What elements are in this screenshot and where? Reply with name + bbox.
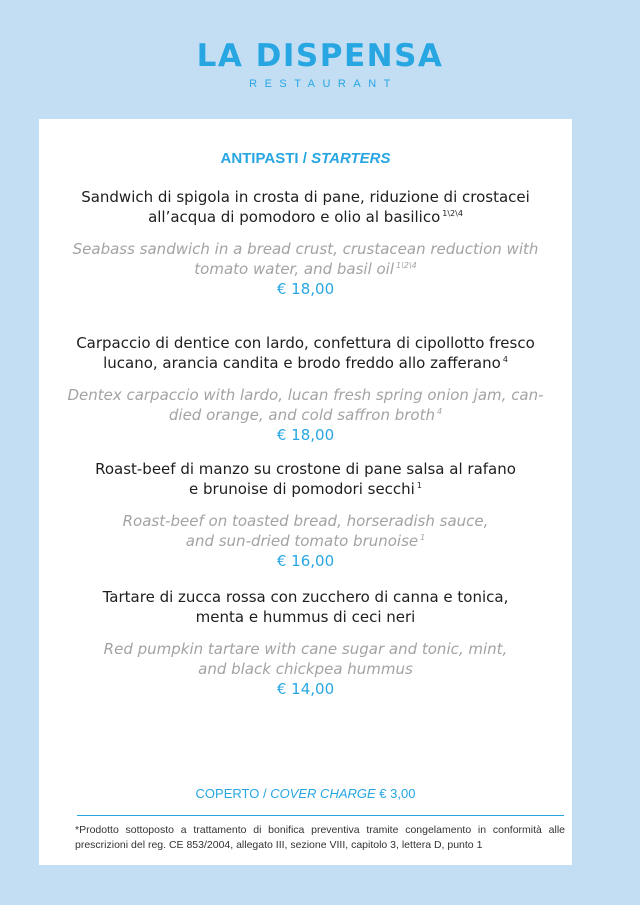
item-italian-description: Roast-beef di manzo su crostone di pane salsa al rafano e brunoise di pomodori secchi $^1$: [95, 460, 516, 498]
section-title-it: ANTIPASTI: [220, 150, 299, 167]
section-title: [39, 150, 572, 167]
cover-separator: /: [259, 786, 271, 801]
item-english-description: Red pumpkin tartare with cane sugar and tonic, mint, and black chickpea hummus: [103, 640, 508, 678]
item-price: € 16,00: [276, 552, 335, 570]
item-price: € 14,00: [276, 680, 335, 698]
item-price: € 18,00: [276, 426, 335, 444]
menu-item: [39, 187, 572, 299]
allergen-codes: 1\2\4: [442, 209, 463, 218]
allergen-codes: 1\2\4: [396, 261, 417, 270]
menu-item: [39, 333, 572, 445]
menu-card: [39, 119, 572, 865]
allergen-codes: 1: [416, 481, 422, 490]
restaurant-logo: [0, 38, 640, 90]
item-english-description: Dentex carpaccio with lardo, lucan fresh spring onion jam, can- died orange, and cold saffron broth $^4$: [67, 386, 544, 424]
section-title-separator: /: [298, 150, 312, 167]
cover-price: € 3,00: [375, 786, 416, 801]
cover-label-it: COPERTO: [195, 786, 260, 801]
cover-label-en: COVER CHARGE: [270, 786, 376, 801]
menu-item: [39, 459, 572, 571]
allergen-codes: 4: [437, 407, 443, 416]
cover-charge: [39, 786, 572, 801]
section-title-en: STARTERS: [311, 150, 391, 167]
brand-name: LA DISPENSA: [196, 38, 444, 74]
brand-subtitle: RESTAURANT: [249, 78, 398, 90]
item-italian-description: Tartare di zucca rossa con zucchero di canna e tonica, menta e hummus di ceci neri: [102, 588, 509, 626]
item-italian-description: Carpaccio di dentice con lardo, confettura di cipollotto fresco lucano, arancia candita e brodo freddo allo zafferano $^4$: [76, 334, 535, 372]
item-english-description: Seabass sandwich in a bread crust, crustacean reduction with tomato water, and basil oil $^{1\backslash 2\backslash 4}$: [72, 240, 539, 278]
item-english-description: Roast-beef on toasted bread, horseradish sauce, and sun-dried tomato brunoise $^1$: [122, 512, 489, 550]
footnote: *Prodotto sottoposto a trattamento di bonifica preventiva tramite congelamento in conformità alle prescrizioni del reg. CE 853/2004, allegato III, sezione VIII, capitolo 3, lettera D, punto 1: [75, 824, 565, 851]
allergen-codes: 1: [420, 533, 426, 542]
item-italian-description: Sandwich di spigola in crosta di pane, riduzione di crostacei all’acqua di pomodoro e olio al basilico $^{1\backslash 2\backslash 4}$: [81, 188, 530, 226]
menu-item: [39, 587, 572, 699]
item-price: € 18,00: [276, 280, 335, 298]
allergen-codes: 4: [502, 355, 508, 364]
footer-divider: [77, 815, 564, 816]
